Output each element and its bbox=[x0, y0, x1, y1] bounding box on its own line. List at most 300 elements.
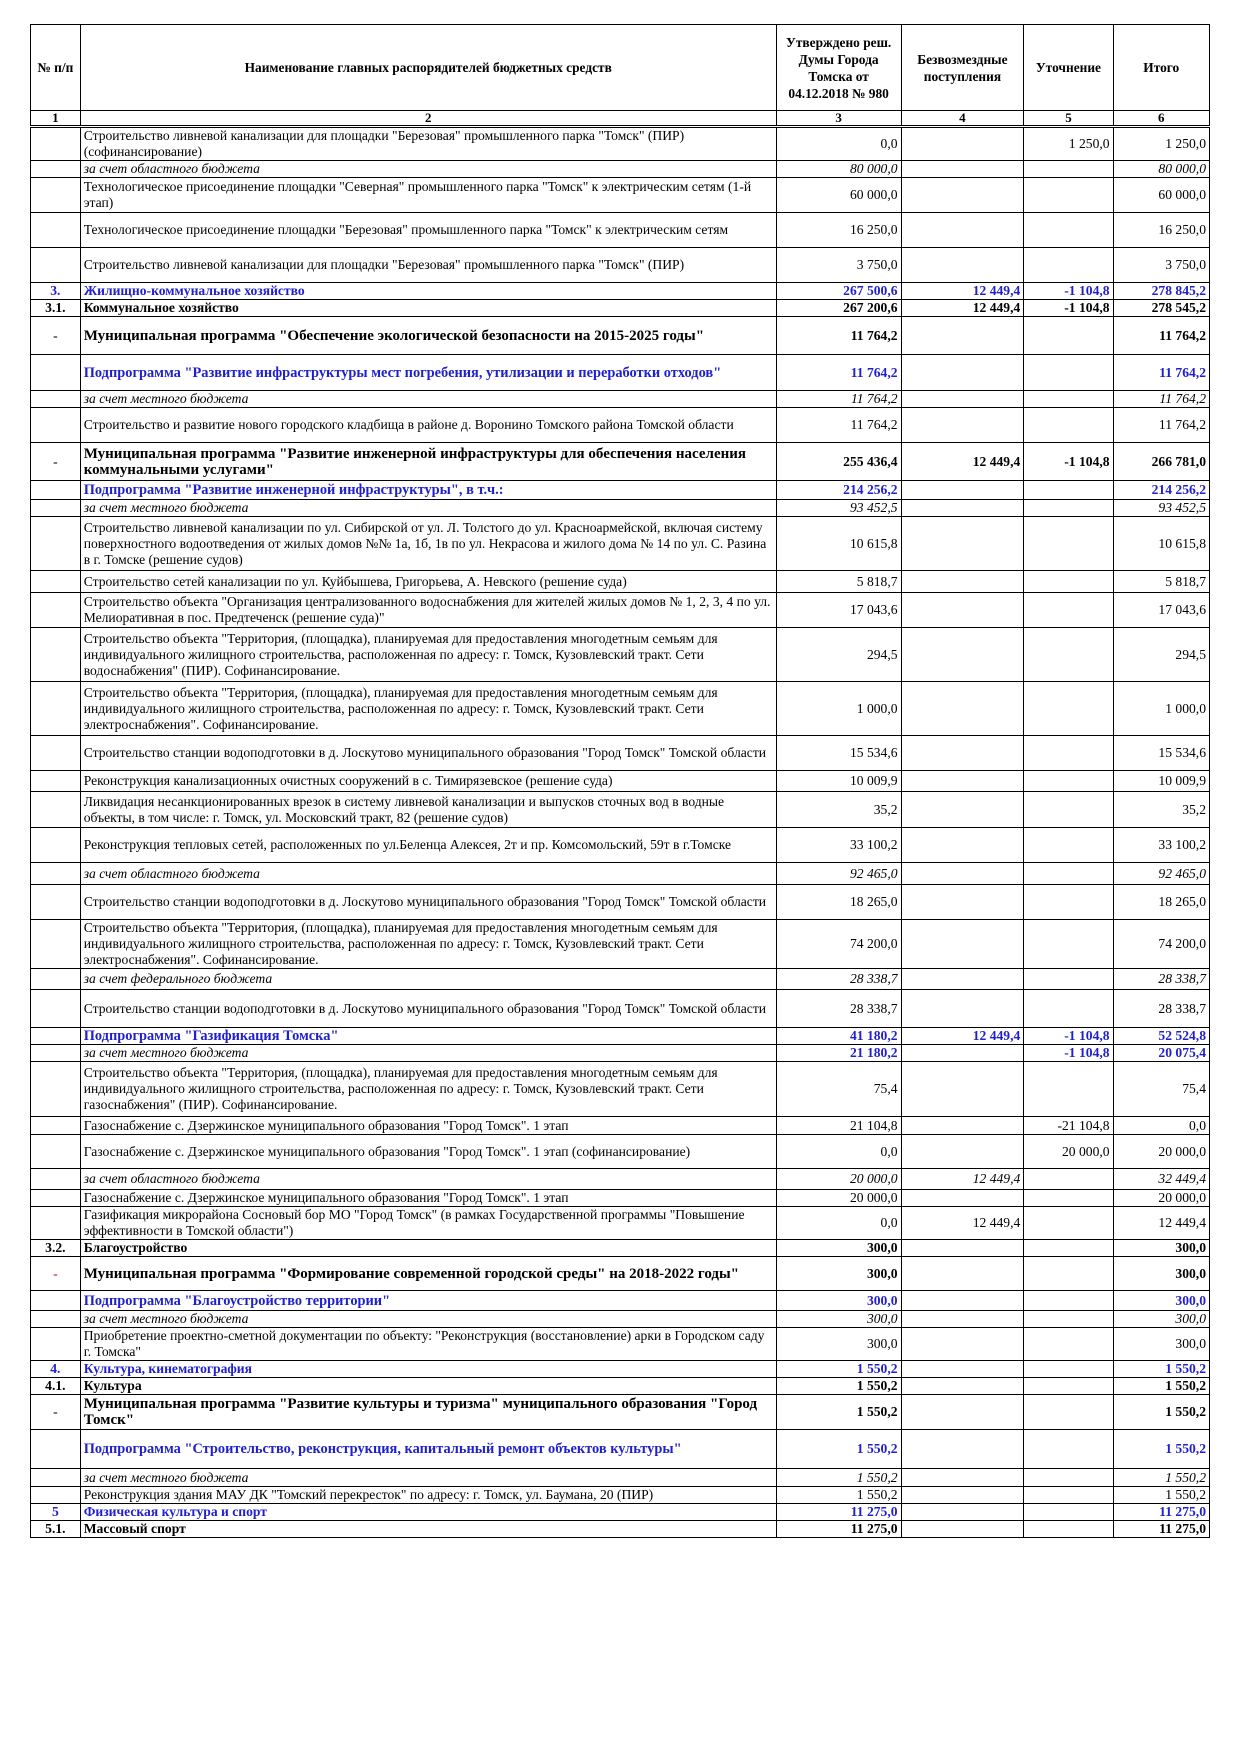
adjustment-amount bbox=[1024, 1361, 1113, 1378]
row-number bbox=[31, 771, 81, 792]
row-name: Газоснабжение с. Дзержинское муниципального образования "Город Томск". 1 этап bbox=[80, 1190, 776, 1207]
row-name: Подпрограмма "Развитие инженерной инфраструктуры", в т.ч.: bbox=[80, 481, 776, 500]
table-row bbox=[31, 736, 1210, 771]
row-name: Газоснабжение с. Дзержинское муниципального образования "Город Томск". 1 этап bbox=[80, 1117, 776, 1135]
adjustment-amount bbox=[1024, 1291, 1113, 1311]
approved-amount: 15 534,6 bbox=[776, 736, 901, 771]
free-receipts-amount bbox=[901, 161, 1024, 178]
approved-amount: 1 550,2 bbox=[776, 1487, 901, 1504]
approved-amount: 255 436,4 bbox=[776, 443, 901, 481]
approved-amount: 267 500,6 bbox=[776, 283, 901, 300]
table-row bbox=[31, 1062, 1210, 1117]
approved-amount: 28 338,7 bbox=[776, 969, 901, 990]
total-amount: 28 338,7 bbox=[1113, 969, 1209, 990]
total-amount: 20 075,4 bbox=[1113, 1045, 1209, 1062]
adjustment-amount bbox=[1024, 792, 1113, 828]
free-receipts-amount bbox=[901, 628, 1024, 682]
row-number bbox=[31, 355, 81, 391]
free-receipts-amount bbox=[901, 1190, 1024, 1207]
free-receipts-amount bbox=[901, 1469, 1024, 1487]
row-name: Подпрограмма "Газификация Томска" bbox=[80, 1028, 776, 1045]
row-name: за счет местного бюджета bbox=[80, 1311, 776, 1328]
table-row bbox=[31, 1190, 1210, 1207]
total-amount: 18 265,0 bbox=[1113, 885, 1209, 920]
row-name: Технологическое присоединение площадки "Северная" промышленного парка "Томск" к электрическим сетям (1-й этап) bbox=[80, 178, 776, 213]
table-row bbox=[31, 1361, 1210, 1378]
table-row bbox=[31, 391, 1210, 408]
adjustment-amount bbox=[1024, 628, 1113, 682]
col-free-header: Безвозмездные поступления bbox=[901, 25, 1024, 111]
free-receipts-amount bbox=[901, 571, 1024, 593]
total-amount: 32 449,4 bbox=[1113, 1169, 1209, 1190]
row-name: за счет местного бюджета bbox=[80, 391, 776, 408]
adjustment-amount: -1 104,8 bbox=[1024, 1028, 1113, 1045]
approved-amount: 1 550,2 bbox=[776, 1395, 901, 1430]
adjustment-amount bbox=[1024, 593, 1113, 628]
row-name: Жилищно-коммунальное хозяйство bbox=[80, 283, 776, 300]
table-row bbox=[31, 317, 1210, 355]
row-number bbox=[31, 391, 81, 408]
approved-amount: 11 275,0 bbox=[776, 1521, 901, 1538]
approved-amount: 5 818,7 bbox=[776, 571, 901, 593]
adjustment-amount: -1 104,8 bbox=[1024, 283, 1113, 300]
approved-amount: 294,5 bbox=[776, 628, 901, 682]
table-row bbox=[31, 1504, 1210, 1521]
row-name: Строительство и развитие нового городского кладбища в районе д. Воронино Томского района Томской области bbox=[80, 408, 776, 443]
free-receipts-amount bbox=[901, 1135, 1024, 1169]
col-index: 2 bbox=[80, 111, 776, 127]
row-number: 3.2. bbox=[31, 1240, 81, 1257]
col-index: 6 bbox=[1113, 111, 1209, 127]
approved-amount: 267 200,6 bbox=[776, 300, 901, 317]
total-amount: 20 000,0 bbox=[1113, 1135, 1209, 1169]
row-number bbox=[31, 593, 81, 628]
row-name: Строительство станции водоподготовки в д. Лоскутово муниципального образования "Город Томск" Томской области bbox=[80, 736, 776, 771]
approved-amount: 20 000,0 bbox=[776, 1169, 901, 1190]
row-number bbox=[31, 885, 81, 920]
free-receipts-amount bbox=[901, 969, 1024, 990]
free-receipts-amount bbox=[901, 127, 1024, 161]
approved-amount: 35,2 bbox=[776, 792, 901, 828]
row-name: Реконструкция канализационных очистных сооружений в с. Тимирязевское (решение суда) bbox=[80, 771, 776, 792]
row-number bbox=[31, 1291, 81, 1311]
adjustment-amount bbox=[1024, 1062, 1113, 1117]
adjustment-amount bbox=[1024, 178, 1113, 213]
approved-amount: 17 043,6 bbox=[776, 593, 901, 628]
total-amount: 74 200,0 bbox=[1113, 920, 1209, 969]
row-number bbox=[31, 408, 81, 443]
approved-amount: 80 000,0 bbox=[776, 161, 901, 178]
table-row bbox=[31, 969, 1210, 990]
total-amount: 52 524,8 bbox=[1113, 1028, 1209, 1045]
row-number bbox=[31, 1328, 81, 1361]
total-amount: 294,5 bbox=[1113, 628, 1209, 682]
table-row bbox=[31, 920, 1210, 969]
row-number bbox=[31, 517, 81, 571]
adjustment-amount bbox=[1024, 1487, 1113, 1504]
row-number bbox=[31, 213, 81, 248]
approved-amount: 214 256,2 bbox=[776, 481, 901, 500]
table-row bbox=[31, 1469, 1210, 1487]
row-name: Строительство ливневой канализации для площадки "Березовая" промышленного парка "Томск" (ПИР) (софинансирование) bbox=[80, 127, 776, 161]
approved-amount: 3 750,0 bbox=[776, 248, 901, 283]
table-row bbox=[31, 1521, 1210, 1538]
total-amount: 11 764,2 bbox=[1113, 317, 1209, 355]
table-row bbox=[31, 828, 1210, 863]
total-amount: 1 550,2 bbox=[1113, 1361, 1209, 1378]
col-approved-header: Утверждено реш. Думы Города Томска от 04.12.2018 № 980 bbox=[776, 25, 901, 111]
row-number bbox=[31, 1135, 81, 1169]
table-row bbox=[31, 1240, 1210, 1257]
adjustment-amount bbox=[1024, 1378, 1113, 1395]
row-number bbox=[31, 1207, 81, 1240]
free-receipts-amount bbox=[901, 213, 1024, 248]
row-number: - bbox=[31, 1395, 81, 1430]
row-number bbox=[31, 990, 81, 1028]
free-receipts-amount bbox=[901, 355, 1024, 391]
approved-amount: 0,0 bbox=[776, 127, 901, 161]
free-receipts-amount bbox=[901, 481, 1024, 500]
total-amount: 300,0 bbox=[1113, 1328, 1209, 1361]
row-name: за счет местного бюджета bbox=[80, 1469, 776, 1487]
row-number bbox=[31, 792, 81, 828]
row-number bbox=[31, 500, 81, 517]
adjustment-amount bbox=[1024, 391, 1113, 408]
row-number bbox=[31, 736, 81, 771]
adjustment-amount bbox=[1024, 500, 1113, 517]
row-number: 5 bbox=[31, 1504, 81, 1521]
total-amount: 1 550,2 bbox=[1113, 1487, 1209, 1504]
table-row bbox=[31, 1045, 1210, 1062]
row-name: Муниципальная программа "Развитие инженерной инфраструктуры для обеспечения населения коммунальными услугами" bbox=[80, 443, 776, 481]
approved-amount: 60 000,0 bbox=[776, 178, 901, 213]
row-number bbox=[31, 969, 81, 990]
row-number: - bbox=[31, 317, 81, 355]
table-row bbox=[31, 161, 1210, 178]
row-number: - bbox=[31, 1257, 81, 1291]
table-row bbox=[31, 517, 1210, 571]
total-amount: 3 750,0 bbox=[1113, 248, 1209, 283]
table-row bbox=[31, 248, 1210, 283]
adjustment-amount bbox=[1024, 1169, 1113, 1190]
approved-amount: 300,0 bbox=[776, 1291, 901, 1311]
approved-amount: 93 452,5 bbox=[776, 500, 901, 517]
free-receipts-amount bbox=[901, 920, 1024, 969]
table-row bbox=[31, 355, 1210, 391]
total-amount: 15 534,6 bbox=[1113, 736, 1209, 771]
free-receipts-amount bbox=[901, 1257, 1024, 1291]
adjustment-amount bbox=[1024, 1521, 1113, 1538]
total-amount: 92 465,0 bbox=[1113, 863, 1209, 885]
table-row bbox=[31, 1311, 1210, 1328]
approved-amount: 74 200,0 bbox=[776, 920, 901, 969]
free-receipts-amount bbox=[901, 736, 1024, 771]
row-name: за счет областного бюджета bbox=[80, 1169, 776, 1190]
row-number: 3. bbox=[31, 283, 81, 300]
adjustment-amount bbox=[1024, 481, 1113, 500]
table-row bbox=[31, 443, 1210, 481]
free-receipts-amount: 12 449,4 bbox=[901, 1028, 1024, 1045]
table-row bbox=[31, 178, 1210, 213]
row-number bbox=[31, 828, 81, 863]
adjustment-amount bbox=[1024, 1430, 1113, 1469]
total-amount: 1 550,2 bbox=[1113, 1395, 1209, 1430]
row-number bbox=[31, 1487, 81, 1504]
table-row bbox=[31, 1257, 1210, 1291]
row-number bbox=[31, 1430, 81, 1469]
row-name: Культура, кинематография bbox=[80, 1361, 776, 1378]
row-name: Строительство объекта "Организация централизованного водоснабжения для жителей жилых домов № 1, 2, 3, 4 по ул. Мелиоративная в пос. Предтеченск (решение суда)" bbox=[80, 593, 776, 628]
total-amount: 10 615,8 bbox=[1113, 517, 1209, 571]
approved-amount: 33 100,2 bbox=[776, 828, 901, 863]
table-row bbox=[31, 1378, 1210, 1395]
row-number bbox=[31, 1469, 81, 1487]
adjustment-amount bbox=[1024, 885, 1113, 920]
approved-amount: 41 180,2 bbox=[776, 1028, 901, 1045]
adjustment-amount: -1 104,8 bbox=[1024, 443, 1113, 481]
col-name-header: Наименование главных распорядителей бюджетных средств bbox=[80, 25, 776, 111]
row-name: Строительство ливневой канализации для площадки "Березовая" промышленного парка "Томск" (ПИР) bbox=[80, 248, 776, 283]
row-name: Подпрограмма "Развитие инфраструктуры мест погребения, утилизации и переработки отходов" bbox=[80, 355, 776, 391]
row-name: за счет областного бюджета bbox=[80, 863, 776, 885]
row-number: 4.1. bbox=[31, 1378, 81, 1395]
total-amount: 1 550,2 bbox=[1113, 1469, 1209, 1487]
free-receipts-amount: 12 449,4 bbox=[901, 283, 1024, 300]
table-row bbox=[31, 771, 1210, 792]
row-number: - bbox=[31, 443, 81, 481]
row-name: Культура bbox=[80, 1378, 776, 1395]
free-receipts-amount bbox=[901, 682, 1024, 736]
row-number bbox=[31, 920, 81, 969]
approved-amount: 300,0 bbox=[776, 1311, 901, 1328]
adjustment-amount bbox=[1024, 355, 1113, 391]
row-name: Строительство станции водоподготовки в д. Лоскутово муниципального образования "Город Томск" Томской области bbox=[80, 990, 776, 1028]
row-name: за счет федерального бюджета bbox=[80, 969, 776, 990]
free-receipts-amount bbox=[901, 178, 1024, 213]
budget-table bbox=[30, 24, 1210, 1538]
table-row bbox=[31, 1207, 1210, 1240]
free-receipts-amount bbox=[901, 863, 1024, 885]
row-number: 4. bbox=[31, 1361, 81, 1378]
approved-amount: 1 550,2 bbox=[776, 1430, 901, 1469]
row-name: Строительство ливневой канализации по ул. Сибирской от ул. Л. Толстого до ул. Красноармейской, включая систему поверхностного водоотведения от жилых домов №№ 1а, 1б, 1в по ул. Некрасова и жилого дома № 14 по ул. С. Разина в г. Томске (решение судов) bbox=[80, 517, 776, 571]
total-amount: 11 275,0 bbox=[1113, 1504, 1209, 1521]
row-number bbox=[31, 1169, 81, 1190]
approved-amount: 300,0 bbox=[776, 1257, 901, 1291]
approved-amount: 11 764,2 bbox=[776, 355, 901, 391]
free-receipts-amount bbox=[901, 317, 1024, 355]
row-name: Муниципальная программа "Обеспечение экологической безопасности на 2015-2025 годы" bbox=[80, 317, 776, 355]
approved-amount: 21 104,8 bbox=[776, 1117, 901, 1135]
table-row bbox=[31, 408, 1210, 443]
adjustment-amount bbox=[1024, 863, 1113, 885]
row-number bbox=[31, 628, 81, 682]
approved-amount: 28 338,7 bbox=[776, 990, 901, 1028]
row-name: Массовый спорт bbox=[80, 1521, 776, 1538]
total-amount: 0,0 bbox=[1113, 1117, 1209, 1135]
row-number bbox=[31, 1045, 81, 1062]
adjustment-amount: -21 104,8 bbox=[1024, 1117, 1113, 1135]
total-amount: 266 781,0 bbox=[1113, 443, 1209, 481]
total-amount: 278 845,2 bbox=[1113, 283, 1209, 300]
table-row bbox=[31, 1117, 1210, 1135]
total-amount: 20 000,0 bbox=[1113, 1190, 1209, 1207]
column-index-row bbox=[31, 111, 1210, 127]
table-row bbox=[31, 1028, 1210, 1045]
table-row bbox=[31, 885, 1210, 920]
approved-amount: 300,0 bbox=[776, 1240, 901, 1257]
free-receipts-amount bbox=[901, 517, 1024, 571]
table-row bbox=[31, 1487, 1210, 1504]
row-number bbox=[31, 863, 81, 885]
row-name: Реконструкция здания МАУ ДК "Томский перекресток" по адресу: г. Томск, ул. Баумана, 20 (ПИР) bbox=[80, 1487, 776, 1504]
free-receipts-amount bbox=[901, 1504, 1024, 1521]
adjustment-amount bbox=[1024, 571, 1113, 593]
free-receipts-amount: 12 449,4 bbox=[901, 1207, 1024, 1240]
row-name: за счет областного бюджета bbox=[80, 161, 776, 178]
adjustment-amount bbox=[1024, 920, 1113, 969]
row-name: Строительство объекта "Территория, (площадка), планируемая для предоставления многодетным семьям для индивидуального жилищного строительства, расположенная по адресу: г. Томск, Кузовлевский тракт. Сети газоснабжения" (ПИР). Софинансирование. bbox=[80, 1062, 776, 1117]
row-number bbox=[31, 1190, 81, 1207]
total-amount: 10 009,9 bbox=[1113, 771, 1209, 792]
free-receipts-amount bbox=[901, 771, 1024, 792]
row-name: Технологическое присоединение площадки "Березовая" промышленного парка "Томск" к электрическим сетям bbox=[80, 213, 776, 248]
row-name: Благоустройство bbox=[80, 1240, 776, 1257]
table-row bbox=[31, 1328, 1210, 1361]
approved-amount: 0,0 bbox=[776, 1135, 901, 1169]
adjustment-amount bbox=[1024, 1240, 1113, 1257]
total-amount: 17 043,6 bbox=[1113, 593, 1209, 628]
total-amount: 28 338,7 bbox=[1113, 990, 1209, 1028]
col-adjust-header: Уточнение bbox=[1024, 25, 1113, 111]
free-receipts-amount: 12 449,4 bbox=[901, 443, 1024, 481]
free-receipts-amount bbox=[901, 1430, 1024, 1469]
row-name: Строительство станции водоподготовки в д. Лоскутово муниципального образования "Город Томск" Томской области bbox=[80, 885, 776, 920]
total-amount: 300,0 bbox=[1113, 1257, 1209, 1291]
free-receipts-amount bbox=[901, 1521, 1024, 1538]
col-index: 4 bbox=[901, 111, 1024, 127]
adjustment-amount bbox=[1024, 1190, 1113, 1207]
approved-amount: 11 275,0 bbox=[776, 1504, 901, 1521]
approved-amount: 0,0 bbox=[776, 1207, 901, 1240]
table-row bbox=[31, 500, 1210, 517]
table-body bbox=[31, 127, 1210, 1538]
adjustment-amount bbox=[1024, 248, 1113, 283]
table-row bbox=[31, 628, 1210, 682]
free-receipts-amount bbox=[901, 1062, 1024, 1117]
adjustment-amount bbox=[1024, 1395, 1113, 1430]
total-amount: 16 250,0 bbox=[1113, 213, 1209, 248]
approved-amount: 75,4 bbox=[776, 1062, 901, 1117]
row-number bbox=[31, 1062, 81, 1117]
adjustment-amount: 1 250,0 bbox=[1024, 127, 1113, 161]
row-number bbox=[31, 1028, 81, 1045]
free-receipts-amount bbox=[901, 792, 1024, 828]
table-row bbox=[31, 1169, 1210, 1190]
total-amount: 11 764,2 bbox=[1113, 408, 1209, 443]
total-amount: 300,0 bbox=[1113, 1311, 1209, 1328]
free-receipts-amount bbox=[901, 990, 1024, 1028]
row-name: Муниципальная программа "Развитие культуры и туризма" муниципального образования "Город Томск" bbox=[80, 1395, 776, 1430]
col-index: 1 bbox=[31, 111, 81, 127]
table-row bbox=[31, 481, 1210, 500]
approved-amount: 10 615,8 bbox=[776, 517, 901, 571]
approved-amount: 11 764,2 bbox=[776, 391, 901, 408]
total-amount: 33 100,2 bbox=[1113, 828, 1209, 863]
row-number bbox=[31, 481, 81, 500]
row-number bbox=[31, 161, 81, 178]
free-receipts-amount bbox=[901, 408, 1024, 443]
row-name: Подпрограмма "Благоустройство территории" bbox=[80, 1291, 776, 1311]
table-row bbox=[31, 300, 1210, 317]
free-receipts-amount bbox=[901, 828, 1024, 863]
total-amount: 278 545,2 bbox=[1113, 300, 1209, 317]
table-row bbox=[31, 1430, 1210, 1469]
approved-amount: 11 764,2 bbox=[776, 408, 901, 443]
adjustment-amount bbox=[1024, 213, 1113, 248]
free-receipts-amount bbox=[901, 1361, 1024, 1378]
row-number: 3.1. bbox=[31, 300, 81, 317]
total-amount: 214 256,2 bbox=[1113, 481, 1209, 500]
adjustment-amount bbox=[1024, 771, 1113, 792]
adjustment-amount bbox=[1024, 969, 1113, 990]
free-receipts-amount bbox=[901, 1328, 1024, 1361]
free-receipts-amount bbox=[901, 1117, 1024, 1135]
adjustment-amount bbox=[1024, 317, 1113, 355]
free-receipts-amount bbox=[901, 500, 1024, 517]
total-amount: 300,0 bbox=[1113, 1240, 1209, 1257]
approved-amount: 21 180,2 bbox=[776, 1045, 901, 1062]
row-name: Реконструкция тепловых сетей, расположенных по ул.Беленца Алексея, 2т и пр. Комсомольский, 59т в г.Томске bbox=[80, 828, 776, 863]
row-name: Строительство сетей канализации по ул. Куйбышева, Григорьева, А. Невского (решение суда) bbox=[80, 571, 776, 593]
approved-amount: 300,0 bbox=[776, 1328, 901, 1361]
adjustment-amount bbox=[1024, 1469, 1113, 1487]
adjustment-amount bbox=[1024, 1257, 1113, 1291]
adjustment-amount bbox=[1024, 828, 1113, 863]
total-amount: 1 250,0 bbox=[1113, 127, 1209, 161]
row-name: Приобретение проектно-сметной документации по объекту: "Реконструкция (восстановление) арки в Городском саду г. Томска" bbox=[80, 1328, 776, 1361]
adjustment-amount bbox=[1024, 1504, 1113, 1521]
row-name: за счет местного бюджета bbox=[80, 1045, 776, 1062]
total-amount: 1 550,2 bbox=[1113, 1430, 1209, 1469]
table-row bbox=[31, 593, 1210, 628]
free-receipts-amount bbox=[901, 1395, 1024, 1430]
total-amount: 93 452,5 bbox=[1113, 500, 1209, 517]
row-number bbox=[31, 178, 81, 213]
free-receipts-amount bbox=[901, 1487, 1024, 1504]
adjustment-amount bbox=[1024, 408, 1113, 443]
adjustment-amount bbox=[1024, 517, 1113, 571]
free-receipts-amount bbox=[901, 885, 1024, 920]
col-total-header: Итого bbox=[1113, 25, 1209, 111]
free-receipts-amount bbox=[901, 1240, 1024, 1257]
row-number: 5.1. bbox=[31, 1521, 81, 1538]
row-number bbox=[31, 1117, 81, 1135]
free-receipts-amount bbox=[901, 248, 1024, 283]
free-receipts-amount: 12 449,4 bbox=[901, 1169, 1024, 1190]
approved-amount: 10 009,9 bbox=[776, 771, 901, 792]
free-receipts-amount bbox=[901, 391, 1024, 408]
total-amount: 11 764,2 bbox=[1113, 355, 1209, 391]
row-name: Газоснабжение с. Дзержинское муниципального образования "Город Томск". 1 этап (софинансирование) bbox=[80, 1135, 776, 1169]
table-row bbox=[31, 213, 1210, 248]
col-num-header: № п/п bbox=[31, 25, 81, 111]
approved-amount: 1 550,2 bbox=[776, 1361, 901, 1378]
free-receipts-amount bbox=[901, 1045, 1024, 1062]
free-receipts-amount bbox=[901, 1291, 1024, 1311]
approved-amount: 1 000,0 bbox=[776, 682, 901, 736]
row-name: Строительство объекта "Территория, (площадка), планируемая для предоставления многодетным семьям для индивидуального жилищного строительства, расположенная по адресу: г. Томск, Кузовлевский тракт. Сети электроснабжения". Софинансирование. bbox=[80, 920, 776, 969]
